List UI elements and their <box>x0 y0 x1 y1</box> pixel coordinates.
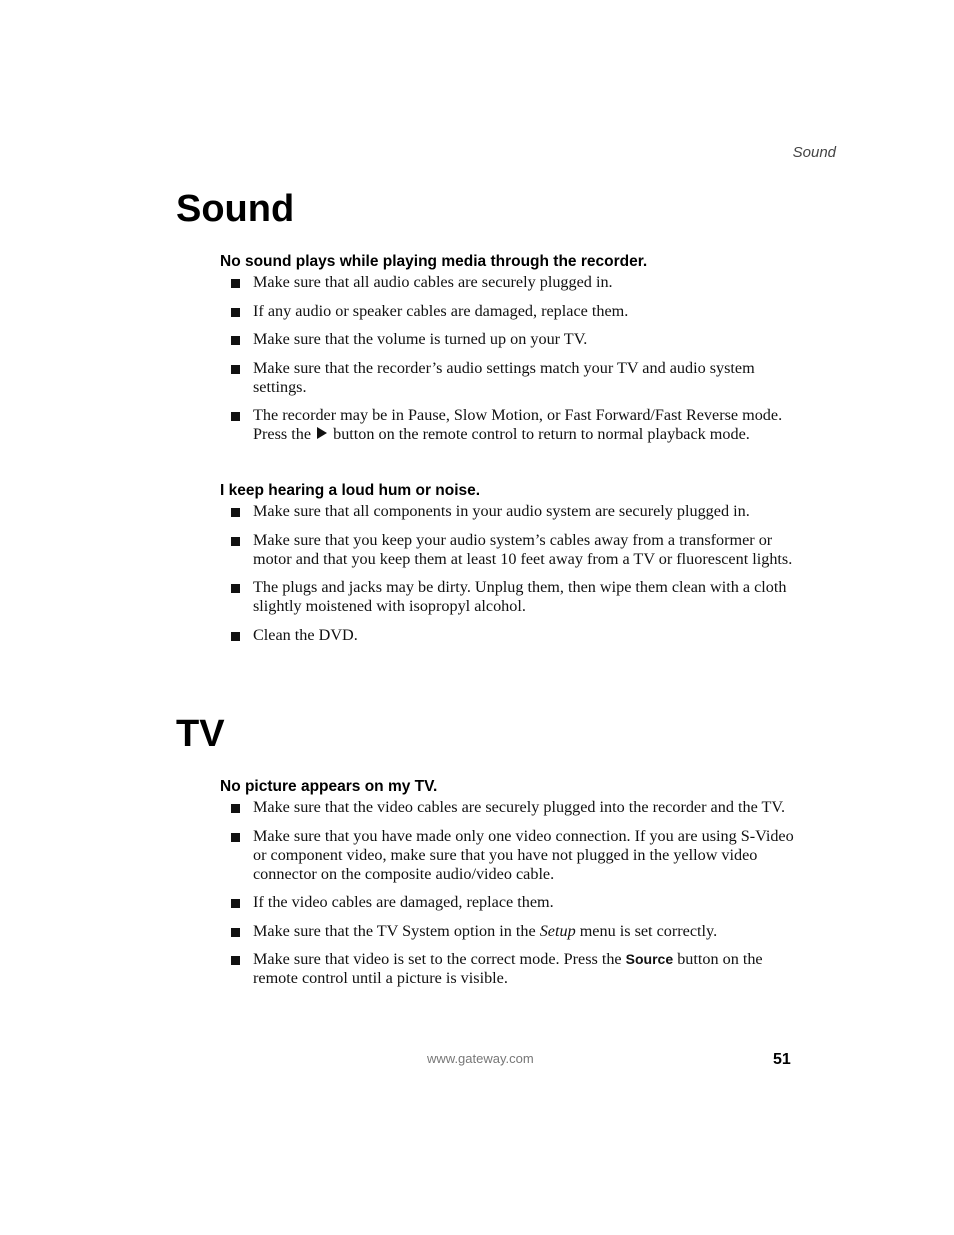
section-title-sound: Sound <box>176 188 295 230</box>
play-icon <box>317 427 327 439</box>
subsection-heading: No sound plays while playing media through the recorder. <box>220 253 648 270</box>
square-bullet-icon <box>231 279 240 288</box>
square-bullet-icon <box>231 804 240 813</box>
subsection-loud-hum <box>220 482 795 654</box>
footer-url[interactable]: www.gateway.com <box>427 1051 534 1066</box>
list-item: Make sure that the TV System option in the Setup menu is set correctly. <box>220 922 795 941</box>
list-item: Make sure that video is set to the correct mode. Press the Source button on the remote control until a picture is visible. <box>220 950 795 988</box>
list-item: Make sure that the recorder’s audio settings match your TV and audio system settings. <box>220 359 795 397</box>
page-number: 51 <box>773 1051 791 1068</box>
subsection-no-sound <box>220 253 795 454</box>
list-item: Make sure that you keep your audio system’s cables away from a transformer or motor and that you keep them at least 10 feet away from a TV or fluorescent lights. <box>220 531 795 569</box>
list-item: If any audio or speaker cables are damaged, replace them. <box>220 302 795 321</box>
square-bullet-icon <box>231 336 240 345</box>
square-bullet-icon <box>231 956 240 965</box>
list-item: Make sure that you have made only one video connection. If you are using S-Video or component video, make sure that you have not plugged in the yellow video connector on the composite audio/video cable. <box>220 827 795 884</box>
square-bullet-icon <box>231 308 240 317</box>
subsection-heading: I keep hearing a loud hum or noise. <box>220 482 481 499</box>
running-header: Sound <box>792 144 836 161</box>
square-bullet-icon <box>231 928 240 937</box>
bullet-list <box>220 273 795 444</box>
list-item: Make sure that all components in your audio system are securely plugged in. <box>220 502 795 521</box>
list-item: The plugs and jacks may be dirty. Unplug them, then wipe them clean with a cloth slightly moistened with isopropyl alcohol. <box>220 578 795 616</box>
square-bullet-icon <box>231 899 240 908</box>
square-bullet-icon <box>231 632 240 641</box>
list-item: Make sure that all audio cables are securely plugged in. <box>220 273 795 292</box>
bullet-list <box>220 798 795 988</box>
square-bullet-icon <box>231 833 240 842</box>
source-button-label: Source <box>625 951 674 967</box>
subsection-heading: No picture appears on my TV. <box>220 778 438 795</box>
section-title-tv: TV <box>176 713 225 755</box>
list-item: Make sure that the volume is turned up on your TV. <box>220 330 795 349</box>
setup-menu-name: Setup <box>539 921 576 940</box>
list-item: The recorder may be in Pause, Slow Motion, or Fast Forward/Fast Reverse mode. Press the button on the remote control to return to normal playback mode. <box>220 406 795 444</box>
square-bullet-icon <box>231 584 240 593</box>
subsection-no-picture <box>220 778 795 998</box>
square-bullet-icon <box>231 537 240 546</box>
square-bullet-icon <box>231 365 240 374</box>
square-bullet-icon <box>231 412 240 421</box>
list-item: Clean the DVD. <box>220 626 795 645</box>
square-bullet-icon <box>231 508 240 517</box>
list-item: Make sure that the video cables are securely plugged into the recorder and the TV. <box>220 798 795 817</box>
list-item: If the video cables are damaged, replace them. <box>220 893 795 912</box>
bullet-list <box>220 502 795 645</box>
